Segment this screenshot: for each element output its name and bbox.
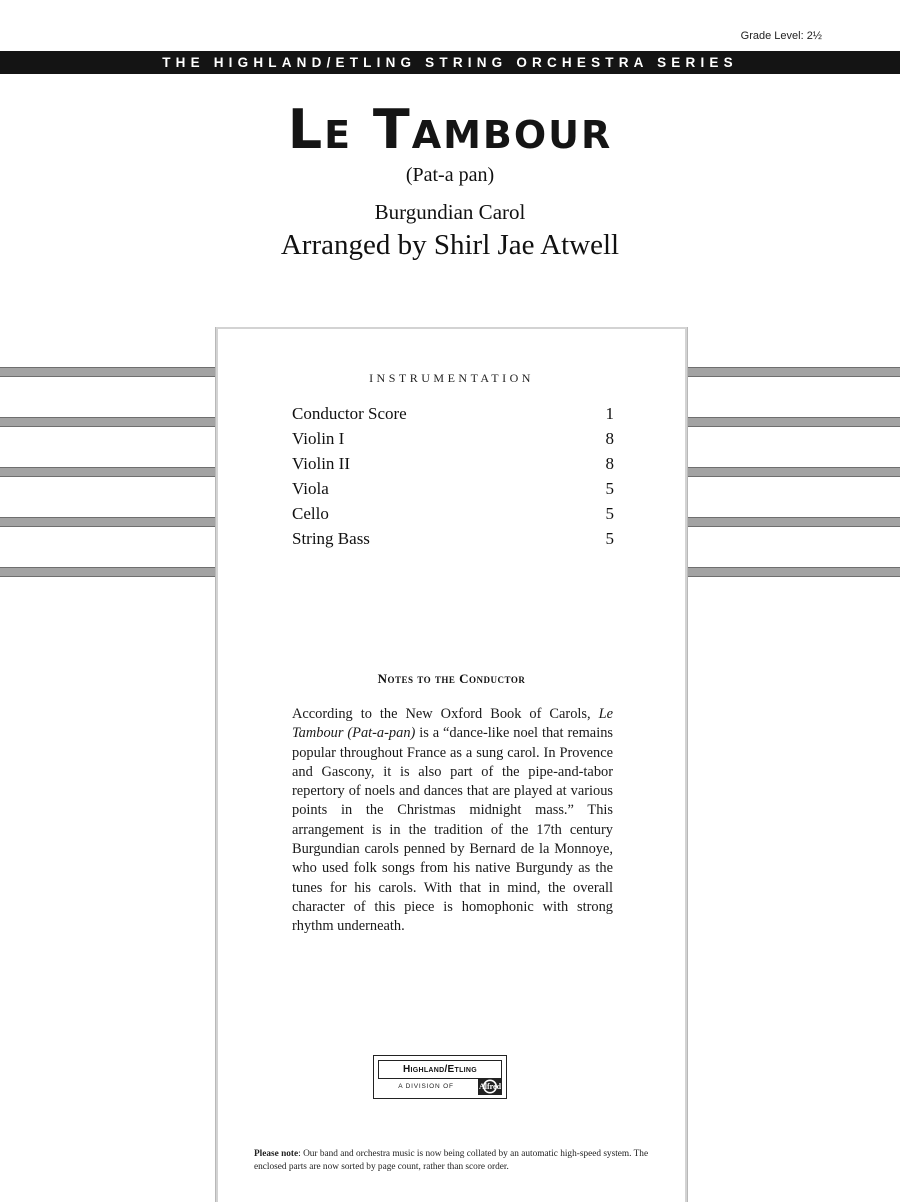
alfred-badge-text: Alfred [478, 1082, 502, 1092]
instrument-quantity: 5 [605, 504, 614, 523]
publisher-logo-name: Highland/Etling [378, 1060, 502, 1079]
footer-note-label: Please note [254, 1149, 299, 1159]
notes-text-rest: is a “dance-like noel that remains popular throughout France as a sung carol. In Provence and Gascony, it is also part of the pipe-and-tabor repertory of noels and dances that are played at various points in the Christmas midnight mass.” This arrangement is in the tradition of the 17th century Burgundian carols penned by Bernard de la Monnoye, who used folk songs from his native Burgundy as the tunes for his carols. With that in mind, the overall character of this piece is homophonic with strong rhythm underneath. [292, 725, 613, 935]
instrument-quantity: 8 [605, 454, 614, 473]
instrument-name: Viola [292, 479, 329, 498]
instrument-name: Conductor Score [292, 404, 407, 423]
instrument-quantity: 5 [605, 529, 614, 548]
piece-origin: Burgundian Carol [374, 200, 526, 224]
instrument-row [292, 401, 614, 426]
footer-note [254, 1148, 654, 1173]
staff-line-decoration [685, 517, 900, 527]
staff-line-decoration [0, 367, 216, 377]
grade-level: Grade Level: 2½ [740, 30, 822, 42]
staff-line-decoration [0, 417, 216, 427]
info-panel [216, 327, 687, 1202]
notes-paragraph [292, 705, 613, 937]
notes-text-start: According to the New Oxford Book of Carols, [292, 706, 599, 722]
footer-note-text: : Our band and orchestra music is now being collated by an automatic high-speed system. The enclosed parts are now sorted by page count, rather than score order. [254, 1149, 649, 1172]
staff-line-decoration [0, 467, 216, 477]
instrumentation-list [292, 401, 614, 551]
piece-title: Le Tambour [287, 98, 613, 161]
staff-line-decoration [685, 467, 900, 477]
instrument-name: Cello [292, 504, 329, 523]
instrument-row [292, 501, 614, 526]
alfred-badge-icon [478, 1078, 502, 1095]
instrument-name: Violin I [292, 429, 345, 448]
piece-subtitle: (Pat-a pan) [405, 164, 495, 186]
staff-line-decoration [0, 567, 216, 577]
instrument-row [292, 476, 614, 501]
notes-body [292, 705, 613, 937]
instrument-quantity: 8 [605, 429, 614, 448]
instrument-row [292, 526, 614, 551]
instrument-quantity: 1 [605, 404, 614, 423]
staff-line-decoration [685, 417, 900, 427]
staff-line-decoration [0, 517, 216, 527]
staff-line-decoration [685, 567, 900, 577]
instrument-quantity: 5 [605, 479, 614, 498]
instrument-name: String Bass [292, 529, 370, 548]
series-banner: THE HIGHLAND/ETLING STRING ORCHESTRA SERIES [0, 51, 900, 74]
publisher-logo [373, 1055, 507, 1099]
notes-heading: Notes to the Conductor [377, 671, 526, 686]
instrument-row [292, 451, 614, 476]
staff-line-decoration [685, 367, 900, 377]
arranger-credit: Arranged by Shirl Jae Atwell [280, 229, 620, 261]
publisher-logo-division: A DIVISION OF [398, 1083, 454, 1090]
instrument-name: Violin II [292, 454, 350, 473]
notes-italic-title: Le Tambour (Pat-a-pan) [292, 706, 613, 742]
instrumentation-heading: INSTRUMENTATION [369, 371, 534, 385]
instrument-row [292, 426, 614, 451]
